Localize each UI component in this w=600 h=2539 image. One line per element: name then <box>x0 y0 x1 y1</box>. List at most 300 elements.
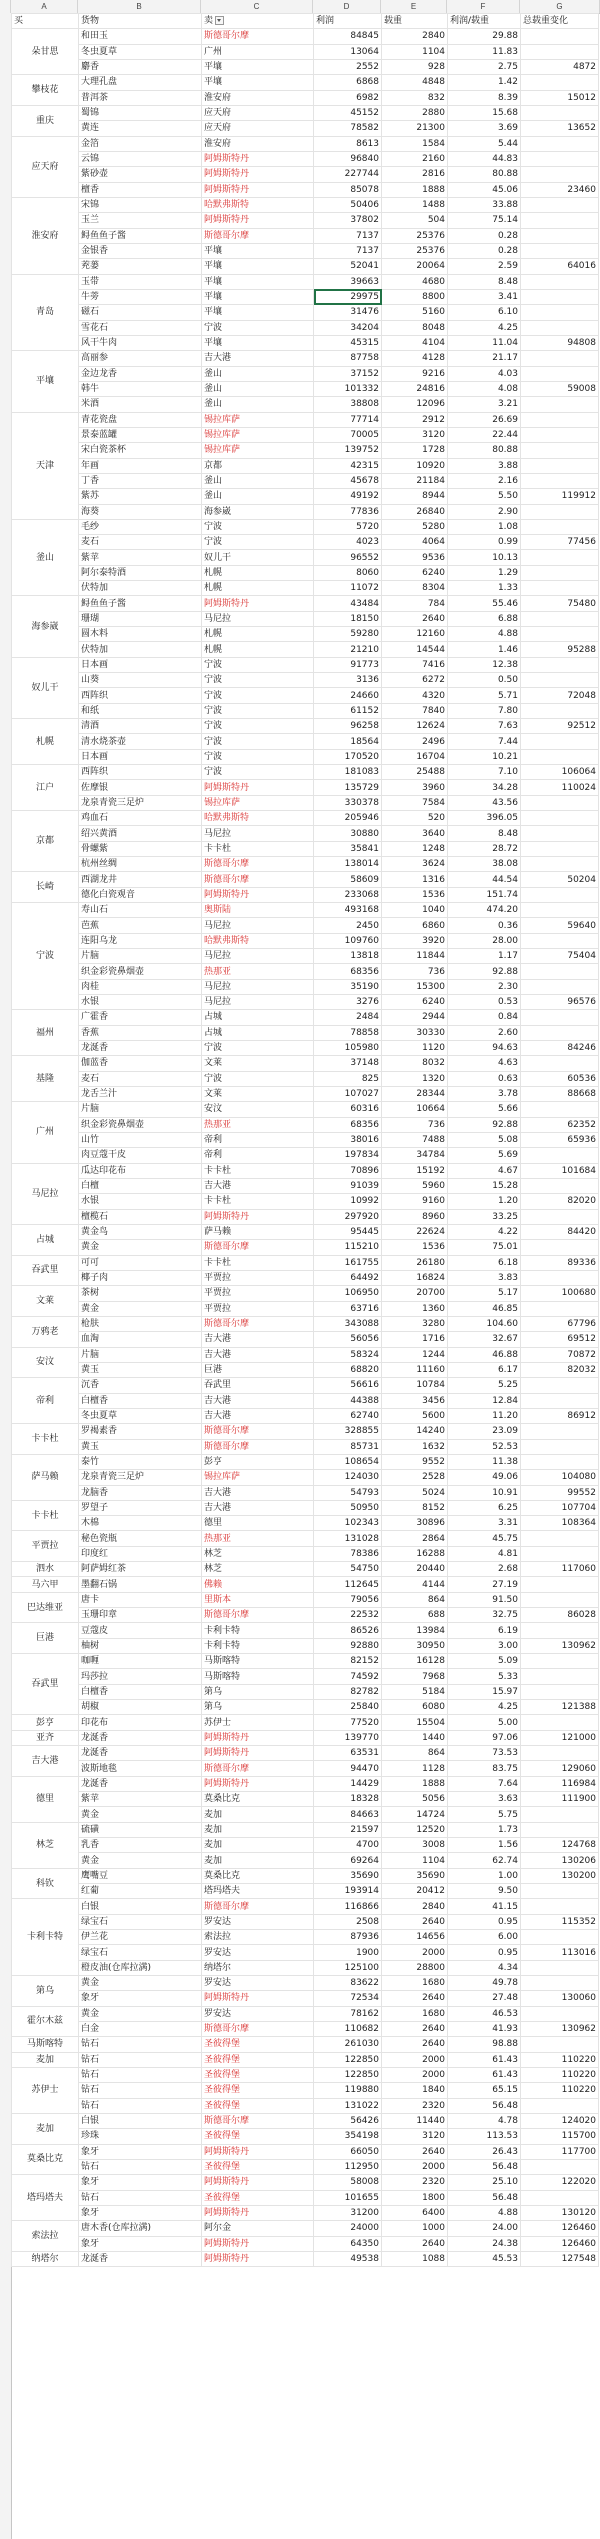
profit-cell[interactable]: 343088 <box>314 1316 382 1331</box>
total-load-cell[interactable] <box>521 795 599 810</box>
load-cell[interactable]: 1584 <box>382 136 448 151</box>
goods-cell[interactable]: 肉豆蔻干皮 <box>79 1148 202 1163</box>
total-load-cell[interactable]: 124768 <box>521 1838 599 1853</box>
load-cell[interactable]: 784 <box>382 596 448 611</box>
goods-cell[interactable]: 象牙 <box>79 1991 202 2006</box>
seller-cell[interactable]: 釜山 <box>202 397 314 412</box>
total-load-cell[interactable] <box>521 75 599 90</box>
load-cell[interactable]: 5056 <box>382 1792 448 1807</box>
total-load-cell[interactable]: 126460 <box>521 2221 599 2236</box>
seller-cell[interactable]: 宁波 <box>202 734 314 749</box>
load-cell[interactable]: 12624 <box>382 719 448 734</box>
goods-cell[interactable]: 伊兰花 <box>79 1930 202 1945</box>
profit-cell[interactable]: 38016 <box>314 1132 382 1147</box>
goods-cell[interactable]: 伏特加 <box>79 581 202 596</box>
goods-cell[interactable]: 高丽参 <box>79 351 202 366</box>
goods-cell[interactable]: 水银 <box>79 995 202 1010</box>
ratio-cell[interactable]: 6.10 <box>448 305 521 320</box>
goods-cell[interactable]: 泰竹 <box>79 1454 202 1469</box>
ratio-cell[interactable]: 1.00 <box>448 1868 521 1883</box>
seller-cell[interactable]: 阿姆斯特丹 <box>202 1746 314 1761</box>
ratio-cell[interactable]: 28.00 <box>448 933 521 948</box>
ratio-cell[interactable]: 73.53 <box>448 1746 521 1761</box>
ratio-cell[interactable]: 4.34 <box>448 1960 521 1975</box>
goods-cell[interactable]: 日本画 <box>79 657 202 672</box>
goods-cell[interactable]: 紫砂壶 <box>79 167 202 182</box>
total-load-cell[interactable]: 108364 <box>521 1516 599 1531</box>
buyer-region-cell[interactable]: 科钦 <box>12 1868 79 1899</box>
goods-cell[interactable]: 清酒 <box>79 719 202 734</box>
load-cell[interactable]: 736 <box>382 1117 448 1132</box>
seller-cell[interactable]: 彭亨 <box>202 1454 314 1469</box>
ratio-cell[interactable]: 3.31 <box>448 1516 521 1531</box>
profit-cell[interactable]: 38808 <box>314 397 382 412</box>
ratio-cell[interactable]: 11.83 <box>448 44 521 59</box>
seller-cell[interactable]: 釜山 <box>202 381 314 396</box>
ratio-cell[interactable]: 34.28 <box>448 780 521 795</box>
load-cell[interactable]: 6240 <box>382 995 448 1010</box>
seller-cell[interactable]: 斯德哥尔摩 <box>202 1899 314 1914</box>
filter-dropdown-icon[interactable] <box>215 16 224 25</box>
profit-cell[interactable]: 10992 <box>314 1194 382 1209</box>
profit-cell[interactable]: 92880 <box>314 1638 382 1653</box>
goods-cell[interactable]: 象牙 <box>79 2236 202 2251</box>
goods-cell[interactable]: 大理孔盘 <box>79 75 202 90</box>
load-cell[interactable]: 12160 <box>382 627 448 642</box>
total-load-cell[interactable]: 122020 <box>521 2175 599 2190</box>
load-cell[interactable]: 20700 <box>382 1286 448 1301</box>
profit-cell[interactable]: 2450 <box>314 918 382 933</box>
load-cell[interactable]: 2640 <box>382 2236 448 2251</box>
load-cell[interactable]: 1440 <box>382 1730 448 1745</box>
ratio-cell[interactable]: 10.21 <box>448 749 521 764</box>
goods-cell[interactable]: 柚树 <box>79 1638 202 1653</box>
load-cell[interactable]: 2496 <box>382 734 448 749</box>
goods-cell[interactable]: 玉带 <box>79 274 202 289</box>
ratio-cell[interactable]: 113.53 <box>448 2129 521 2144</box>
load-cell[interactable]: 864 <box>382 1746 448 1761</box>
load-cell[interactable]: 14724 <box>382 1807 448 1822</box>
profit-cell[interactable]: 82782 <box>314 1684 382 1699</box>
load-cell[interactable]: 5184 <box>382 1684 448 1699</box>
goods-cell[interactable]: 钻石 <box>79 2083 202 2098</box>
total-load-cell[interactable]: 106064 <box>521 765 599 780</box>
load-cell[interactable]: 10664 <box>382 1102 448 1117</box>
goods-cell[interactable]: 黄金 <box>79 1301 202 1316</box>
profit-cell[interactable]: 29975 <box>314 289 382 304</box>
profit-cell[interactable]: 78858 <box>314 1025 382 1040</box>
ratio-cell[interactable]: 21.17 <box>448 351 521 366</box>
load-cell[interactable]: 16288 <box>382 1546 448 1561</box>
profit-cell[interactable]: 135729 <box>314 780 382 795</box>
profit-cell[interactable]: 131022 <box>314 2098 382 2113</box>
load-cell[interactable]: 2640 <box>382 611 448 626</box>
load-cell[interactable]: 25376 <box>382 228 448 243</box>
ratio-cell[interactable]: 62.74 <box>448 1853 521 1868</box>
load-cell[interactable]: 2880 <box>382 105 448 120</box>
ratio-cell[interactable]: 7.63 <box>448 719 521 734</box>
ratio-cell[interactable]: 25.10 <box>448 2175 521 2190</box>
total-load-cell[interactable]: 88668 <box>521 1086 599 1101</box>
profit-cell[interactable]: 82152 <box>314 1654 382 1669</box>
profit-cell[interactable]: 78582 <box>314 121 382 136</box>
goods-cell[interactable]: 印度红 <box>79 1546 202 1561</box>
profit-cell[interactable]: 297920 <box>314 1209 382 1224</box>
goods-cell[interactable]: 香蕉 <box>79 1025 202 1040</box>
load-cell[interactable]: 3120 <box>382 427 448 442</box>
profit-cell[interactable]: 13818 <box>314 949 382 964</box>
profit-cell[interactable]: 50950 <box>314 1500 382 1515</box>
seller-cell[interactable]: 斯德哥尔摩 <box>202 1240 314 1255</box>
seller-cell[interactable]: 麦加 <box>202 1822 314 1837</box>
buyer-region-cell[interactable]: 青岛 <box>12 274 79 351</box>
seller-cell[interactable]: 吉大港 <box>202 1332 314 1347</box>
total-load-cell[interactable] <box>521 473 599 488</box>
ratio-cell[interactable]: 10.91 <box>448 1485 521 1500</box>
ratio-cell[interactable]: 92.88 <box>448 1117 521 1132</box>
goods-cell[interactable]: 山竹 <box>79 1132 202 1147</box>
profit-cell[interactable]: 68356 <box>314 964 382 979</box>
ratio-cell[interactable]: 44.54 <box>448 872 521 887</box>
seller-cell[interactable]: 宁波 <box>202 320 314 335</box>
goods-cell[interactable]: 青花瓷盘 <box>79 412 202 427</box>
profit-cell[interactable]: 139770 <box>314 1730 382 1745</box>
seller-cell[interactable]: 斯德哥尔摩 <box>202 2021 314 2036</box>
profit-cell[interactable]: 52041 <box>314 259 382 274</box>
load-cell[interactable]: 8152 <box>382 1500 448 1515</box>
profit-cell[interactable]: 2552 <box>314 59 382 74</box>
total-load-cell[interactable] <box>521 581 599 596</box>
load-cell[interactable]: 2640 <box>382 2037 448 2052</box>
seller-cell[interactable]: 阿姆斯特丹 <box>202 1991 314 2006</box>
ratio-cell[interactable]: 4.88 <box>448 627 521 642</box>
buyer-region-cell[interactable]: 纳塔尔 <box>12 2251 79 2266</box>
total-load-cell[interactable]: 124020 <box>521 2113 599 2128</box>
ratio-cell[interactable]: 104.60 <box>448 1316 521 1331</box>
ratio-cell[interactable]: 12.84 <box>448 1393 521 1408</box>
goods-cell[interactable]: 黄连 <box>79 121 202 136</box>
goods-cell[interactable]: 景泰蓝罐 <box>79 427 202 442</box>
load-cell[interactable]: 1244 <box>382 1347 448 1362</box>
seller-cell[interactable]: 斯德哥尔摩 <box>202 1316 314 1331</box>
ratio-cell[interactable]: 5.00 <box>448 1715 521 1730</box>
ratio-cell[interactable]: 75.01 <box>448 1240 521 1255</box>
buyer-region-cell[interactable]: 塔玛塔夫 <box>12 2175 79 2221</box>
profit-cell[interactable]: 64350 <box>314 2236 382 2251</box>
total-load-cell[interactable] <box>521 136 599 151</box>
buyer-region-cell[interactable]: 麦加 <box>12 2113 79 2144</box>
seller-cell[interactable]: 札幌 <box>202 565 314 580</box>
profit-cell[interactable]: 84663 <box>314 1807 382 1822</box>
buyer-region-cell[interactable]: 吉大港 <box>12 1746 79 1777</box>
ratio-cell[interactable]: 32.67 <box>448 1332 521 1347</box>
seller-cell[interactable]: 平壤 <box>202 243 314 258</box>
goods-cell[interactable]: 龙涎香 <box>79 2251 202 2266</box>
goods-cell[interactable]: 龙脑香 <box>79 1485 202 1500</box>
ratio-cell[interactable]: 49.06 <box>448 1470 521 1485</box>
goods-cell[interactable]: 和纸 <box>79 703 202 718</box>
header-total-load-change[interactable]: 总载重变化 <box>521 14 599 29</box>
load-cell[interactable]: 9536 <box>382 550 448 565</box>
ratio-cell[interactable]: 32.75 <box>448 1608 521 1623</box>
load-cell[interactable]: 1680 <box>382 2006 448 2021</box>
goods-cell[interactable]: 金边龙香 <box>79 366 202 381</box>
ratio-cell[interactable]: 94.63 <box>448 1040 521 1055</box>
profit-cell[interactable]: 18150 <box>314 611 382 626</box>
total-load-cell[interactable] <box>521 289 599 304</box>
total-load-cell[interactable] <box>521 305 599 320</box>
seller-cell[interactable]: 阿姆斯特丹 <box>202 182 314 197</box>
profit-cell[interactable]: 11072 <box>314 581 382 596</box>
profit-cell[interactable]: 21597 <box>314 1822 382 1837</box>
goods-cell[interactable]: 片脑 <box>79 1102 202 1117</box>
goods-cell[interactable]: 玉兰 <box>79 213 202 228</box>
ratio-cell[interactable]: 43.56 <box>448 795 521 810</box>
ratio-cell[interactable]: 1.56 <box>448 1838 521 1853</box>
load-cell[interactable]: 1888 <box>382 182 448 197</box>
seller-cell[interactable]: 安汶 <box>202 1102 314 1117</box>
total-load-cell[interactable]: 130120 <box>521 2205 599 2220</box>
total-load-cell[interactable] <box>521 734 599 749</box>
ratio-cell[interactable]: 38.08 <box>448 857 521 872</box>
profit-cell[interactable]: 86526 <box>314 1623 382 1638</box>
buyer-region-cell[interactable]: 马六甲 <box>12 1577 79 1592</box>
load-cell[interactable]: 4128 <box>382 351 448 366</box>
ratio-cell[interactable]: 45.53 <box>448 2251 521 2266</box>
goods-cell[interactable]: 印花布 <box>79 1715 202 1730</box>
load-cell[interactable]: 1536 <box>382 1240 448 1255</box>
ratio-cell[interactable]: 92.88 <box>448 964 521 979</box>
total-load-cell[interactable]: 110220 <box>521 2067 599 2082</box>
goods-cell[interactable]: 血淘 <box>79 1332 202 1347</box>
total-load-cell[interactable]: 4872 <box>521 59 599 74</box>
profit-cell[interactable]: 18328 <box>314 1792 382 1807</box>
load-cell[interactable]: 2816 <box>382 167 448 182</box>
buyer-region-cell[interactable]: 萨马赖 <box>12 1454 79 1500</box>
buyer-region-cell[interactable]: 泗水 <box>12 1562 79 1577</box>
seller-cell[interactable]: 帝利 <box>202 1132 314 1147</box>
profit-cell[interactable]: 131028 <box>314 1531 382 1546</box>
load-cell[interactable]: 6400 <box>382 2205 448 2220</box>
total-load-cell[interactable] <box>521 1056 599 1071</box>
ratio-cell[interactable]: 45.06 <box>448 182 521 197</box>
seller-cell[interactable]: 应天府 <box>202 121 314 136</box>
seller-cell[interactable]: 马尼拉 <box>202 918 314 933</box>
column-header-e[interactable]: E <box>381 0 447 13</box>
total-load-cell[interactable]: 117700 <box>521 2144 599 2159</box>
profit-cell[interactable]: 85731 <box>314 1439 382 1454</box>
ratio-cell[interactable]: 6.18 <box>448 1255 521 1270</box>
seller-cell[interactable]: 阿姆斯特丹 <box>202 596 314 611</box>
total-load-cell[interactable] <box>521 1178 599 1193</box>
goods-cell[interactable]: 黄金鸟 <box>79 1224 202 1239</box>
ratio-cell[interactable]: 2.90 <box>448 504 521 519</box>
seller-cell[interactable]: 锡拉库萨 <box>202 1470 314 1485</box>
seller-cell[interactable]: 平壤 <box>202 259 314 274</box>
seller-cell[interactable]: 釜山 <box>202 473 314 488</box>
ratio-cell[interactable]: 6.25 <box>448 1500 521 1515</box>
seller-cell[interactable]: 佛赖 <box>202 1577 314 1592</box>
goods-cell[interactable]: 金箔 <box>79 136 202 151</box>
total-load-cell[interactable] <box>521 1654 599 1669</box>
seller-cell[interactable]: 平贾拉 <box>202 1286 314 1301</box>
ratio-cell[interactable]: 3.21 <box>448 397 521 412</box>
total-load-cell[interactable]: 69512 <box>521 1332 599 1347</box>
seller-cell[interactable]: 阿姆斯特丹 <box>202 167 314 182</box>
seller-cell[interactable]: 林芝 <box>202 1546 314 1561</box>
seller-cell[interactable]: 卡利卡特 <box>202 1638 314 1653</box>
column-header-g[interactable]: G <box>520 0 600 13</box>
buyer-region-cell[interactable]: 巴达维亚 <box>12 1592 79 1623</box>
ratio-cell[interactable]: 80.88 <box>448 167 521 182</box>
load-cell[interactable]: 3920 <box>382 933 448 948</box>
buyer-region-cell[interactable]: 霍尔木兹 <box>12 2006 79 2037</box>
load-cell[interactable]: 3640 <box>382 826 448 841</box>
ratio-cell[interactable]: 0.36 <box>448 918 521 933</box>
load-cell[interactable]: 26180 <box>382 1255 448 1270</box>
profit-cell[interactable]: 84845 <box>314 29 382 44</box>
profit-cell[interactable]: 30880 <box>314 826 382 841</box>
total-load-cell[interactable]: 130206 <box>521 1853 599 1868</box>
buyer-region-cell[interactable]: 广州 <box>12 1102 79 1163</box>
seller-cell[interactable]: 第乌 <box>202 1684 314 1699</box>
load-cell[interactable]: 16824 <box>382 1270 448 1285</box>
total-load-cell[interactable] <box>521 213 599 228</box>
goods-cell[interactable]: 乳香 <box>79 1838 202 1853</box>
ratio-cell[interactable]: 26.69 <box>448 412 521 427</box>
load-cell[interactable]: 2000 <box>382 2159 448 2174</box>
goods-cell[interactable]: 绿宝石 <box>79 1914 202 1929</box>
total-load-cell[interactable] <box>521 1715 599 1730</box>
total-load-cell[interactable] <box>521 1010 599 1025</box>
total-load-cell[interactable]: 121000 <box>521 1730 599 1745</box>
seller-cell[interactable]: 阿姆斯特丹 <box>202 1730 314 1745</box>
ratio-cell[interactable]: 5.33 <box>448 1669 521 1684</box>
buyer-region-cell[interactable]: 朵甘思 <box>12 29 79 75</box>
profit-cell[interactable]: 112950 <box>314 2159 382 2174</box>
total-load-cell[interactable]: 100680 <box>521 1286 599 1301</box>
goods-cell[interactable]: 木棉 <box>79 1516 202 1531</box>
seller-cell[interactable]: 阿姆斯特丹 <box>202 780 314 795</box>
load-cell[interactable]: 504 <box>382 213 448 228</box>
seller-cell[interactable]: 吞武里 <box>202 1378 314 1393</box>
goods-cell[interactable]: 黄金 <box>79 1807 202 1822</box>
seller-cell[interactable]: 釜山 <box>202 366 314 381</box>
total-load-cell[interactable] <box>521 657 599 672</box>
total-load-cell[interactable]: 115700 <box>521 2129 599 2144</box>
profit-cell[interactable]: 13064 <box>314 44 382 59</box>
goods-cell[interactable]: 罗褐素香 <box>79 1424 202 1439</box>
seller-cell[interactable]: 哈默弗斯特 <box>202 933 314 948</box>
goods-cell[interactable]: 豆蔻皮 <box>79 1623 202 1638</box>
seller-cell[interactable]: 热那亚 <box>202 964 314 979</box>
total-load-cell[interactable] <box>521 1301 599 1316</box>
goods-cell[interactable]: 珊瑚 <box>79 611 202 626</box>
seller-cell[interactable]: 吉大港 <box>202 351 314 366</box>
total-load-cell[interactable]: 82032 <box>521 1362 599 1377</box>
total-load-cell[interactable] <box>521 1393 599 1408</box>
load-cell[interactable]: 30950 <box>382 1638 448 1653</box>
goods-cell[interactable]: 钻石 <box>79 2052 202 2067</box>
goods-cell[interactable]: 白檀香 <box>79 1684 202 1699</box>
profit-cell[interactable]: 233068 <box>314 887 382 902</box>
load-cell[interactable]: 2320 <box>382 2175 448 2190</box>
goods-cell[interactable]: 钻石 <box>79 2067 202 2082</box>
profit-cell[interactable]: 96840 <box>314 151 382 166</box>
profit-cell[interactable]: 63531 <box>314 1746 382 1761</box>
total-load-cell[interactable] <box>521 811 599 826</box>
load-cell[interactable]: 688 <box>382 1608 448 1623</box>
seller-cell[interactable]: 吉大港 <box>202 1408 314 1423</box>
seller-cell[interactable]: 宁波 <box>202 1040 314 1055</box>
ratio-cell[interactable]: 61.43 <box>448 2052 521 2067</box>
total-load-cell[interactable] <box>521 857 599 872</box>
total-load-cell[interactable] <box>521 1270 599 1285</box>
ratio-cell[interactable]: 4.22 <box>448 1224 521 1239</box>
profit-cell[interactable]: 61152 <box>314 703 382 718</box>
seller-cell[interactable]: 第乌 <box>202 1700 314 1715</box>
load-cell[interactable]: 1320 <box>382 1071 448 1086</box>
profit-cell[interactable]: 74592 <box>314 1669 382 1684</box>
goods-cell[interactable]: 龙舌兰汁 <box>79 1086 202 1101</box>
seller-cell[interactable]: 阿姆斯特丹 <box>202 2251 314 2266</box>
profit-cell[interactable]: 18564 <box>314 734 382 749</box>
profit-cell[interactable]: 58008 <box>314 2175 382 2190</box>
total-load-cell[interactable] <box>521 2190 599 2205</box>
ratio-cell[interactable]: 1.08 <box>448 519 521 534</box>
load-cell[interactable]: 1128 <box>382 1761 448 1776</box>
select-all-corner[interactable] <box>0 0 11 13</box>
load-cell[interactable]: 5960 <box>382 1178 448 1193</box>
seller-cell[interactable]: 热那亚 <box>202 1117 314 1132</box>
load-cell[interactable]: 5280 <box>382 519 448 534</box>
total-load-cell[interactable] <box>521 2006 599 2021</box>
ratio-cell[interactable]: 0.95 <box>448 1914 521 1929</box>
seller-cell[interactable]: 莫桑比克 <box>202 1792 314 1807</box>
goods-cell[interactable]: 片脑 <box>79 1347 202 1362</box>
column-header-b[interactable]: B <box>78 0 201 13</box>
total-load-cell[interactable] <box>521 1240 599 1255</box>
load-cell[interactable]: 2840 <box>382 29 448 44</box>
goods-cell[interactable]: 红葡 <box>79 1884 202 1899</box>
seller-cell[interactable]: 圣彼得堡 <box>202 2129 314 2144</box>
load-cell[interactable]: 25376 <box>382 243 448 258</box>
seller-cell[interactable]: 索法拉 <box>202 1930 314 1945</box>
buyer-region-cell[interactable]: 京都 <box>12 811 79 872</box>
profit-cell[interactable]: 43484 <box>314 596 382 611</box>
goods-cell[interactable]: 冬虫夏草 <box>79 1408 202 1423</box>
seller-cell[interactable]: 吉大港 <box>202 1347 314 1362</box>
buyer-region-cell[interactable]: 淮安府 <box>12 197 79 274</box>
goods-cell[interactable]: 龙涎香 <box>79 1040 202 1055</box>
total-load-cell[interactable] <box>521 1439 599 1454</box>
profit-cell[interactable]: 261030 <box>314 2037 382 2052</box>
profit-cell[interactable]: 39663 <box>314 274 382 289</box>
ratio-cell[interactable]: 8.48 <box>448 826 521 841</box>
total-load-cell[interactable]: 50204 <box>521 872 599 887</box>
load-cell[interactable]: 520 <box>382 811 448 826</box>
goods-cell[interactable]: 象牙 <box>79 2144 202 2159</box>
buyer-region-cell[interactable]: 德里 <box>12 1776 79 1822</box>
profit-cell[interactable]: 6982 <box>314 90 382 105</box>
goods-cell[interactable]: 宋锦 <box>79 197 202 212</box>
goods-cell[interactable]: 普洱茶 <box>79 90 202 105</box>
goods-cell[interactable]: 鸡血石 <box>79 811 202 826</box>
ratio-cell[interactable]: 2.68 <box>448 1562 521 1577</box>
ratio-cell[interactable]: 5.25 <box>448 1378 521 1393</box>
ratio-cell[interactable]: 4.03 <box>448 366 521 381</box>
ratio-cell[interactable]: 27.48 <box>448 1991 521 2006</box>
